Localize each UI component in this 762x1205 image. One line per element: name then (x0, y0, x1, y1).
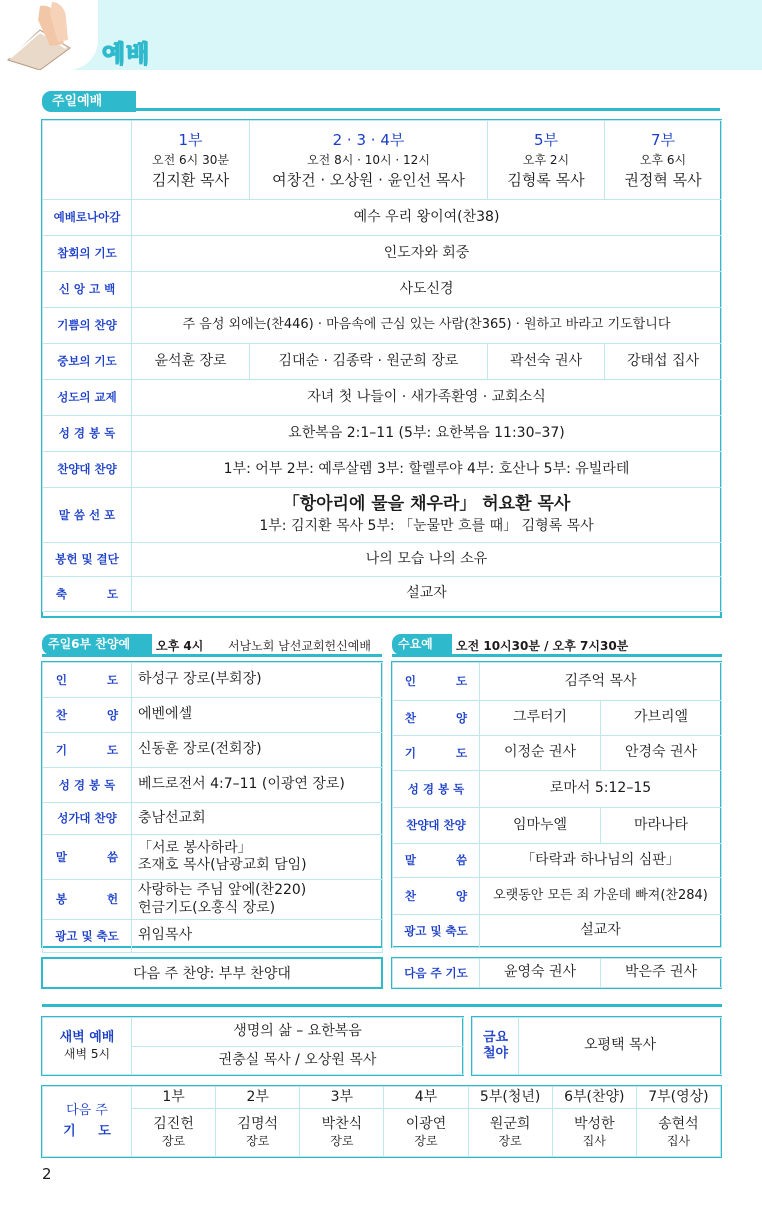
table-row: 성도의 교제 자녀 첫 나들이 · 새가족환영 · 교회소식 (43, 380, 722, 416)
sunday-times-row (43, 121, 722, 200)
table-row: 예배로나아감 예수 우리 왕이여(찬38) (43, 200, 722, 236)
table-row: 인 도 하성구 장로(부회장) (43, 663, 383, 698)
table-row: 축 도 설교자 (43, 577, 722, 612)
part-234-cell: 2 · 3 · 4부 오전 8시 · 10시 · 12시 여창건 · 오상원 · 윤인선 목사 (250, 121, 488, 200)
section-rule (136, 108, 720, 111)
section-rule (42, 654, 382, 657)
section-rule (42, 1004, 722, 1007)
table-row: 찬 양 그루터기 가브리엘 (393, 701, 722, 736)
table-row: 성 경 봉 독 베드로전서 4:7–11 (이광연 장로) (43, 768, 383, 803)
section-rule (392, 654, 722, 657)
intercession-row: 중보의 기도 윤석훈 장로 김대순 · 김종락 · 원군희 장로 곽선숙 권사 강태섭 집사 (43, 344, 722, 380)
wed-table (392, 662, 722, 948)
table-row: 찬양대 찬양 임마누엘 마라나타 (393, 808, 722, 844)
part-5-cell: 5부 오후 2시 김형록 목사 (488, 121, 605, 200)
sixth-section-label: 주일6부 찬양예배 (42, 634, 152, 655)
page-header (0, 0, 762, 70)
page-title: 예배 (102, 40, 151, 68)
table-row: 찬 양 오랫동안 모든 죄 가운데 빠져(찬284) (393, 878, 722, 915)
sixth-time: 오후 4시 (156, 639, 204, 653)
table-row: 찬양대 찬양 1부: 어부 2부: 예루살렘 3부: 할렐루야 4부: 호산나 5부: 유빌라테 (43, 452, 722, 488)
table-row: 참회의 기도 인도자와 회중 (43, 236, 722, 272)
nextprayer-table (42, 1086, 721, 1157)
table-row: 성가대 찬양 충남선교회 (43, 803, 383, 835)
sixth-next-hymn: 다음 주 찬양: 부부 찬양대 (41, 957, 383, 989)
table-row: 권충실 목사 / 오상원 목사 (43, 1046, 464, 1075)
table-row: 말 씀 「타락과 하나님의 심판」 (393, 844, 722, 878)
table-row: 말 씀 「서로 봉사하라」 조재호 목사(남광교회 담임) (43, 835, 383, 880)
friday-table (472, 1017, 722, 1075)
part-1-cell: 1부 오전 6시 30분 김지환 목사 (132, 121, 250, 200)
wed-next-table (392, 958, 722, 988)
wed-time: 오전 10시30분 / 오후 7시30분 (456, 639, 629, 653)
table-row: 기 도 이정순 권사 안경숙 권사 (393, 736, 722, 771)
table-row: 성 경 봉 독 요한복음 2:1–11 (5부: 요한복음 11:30–37) (43, 416, 722, 452)
page-number: 2 (42, 1165, 52, 1183)
blank-cell (43, 121, 132, 200)
table-row: 새벽 예배 새벽 5시 생명의 삶 – 요한복음 (43, 1018, 464, 1047)
table-row: 인 도 김주억 목사 (393, 663, 722, 701)
table-row: 김진헌 장로 김명석 장로 박찬식 장로 이광연 장로 원군희 장로 박성한 집사 송현석 집사 (43, 1109, 721, 1157)
table-row: 금요철야 오평택 목사 (473, 1018, 722, 1075)
wed-section-label: 수요예배 (392, 634, 452, 655)
sermon-title: 「항아리에 물을 채우라」 허요환 목사 (282, 494, 571, 515)
dawn-table (42, 1017, 464, 1075)
table-row: 다음 주 기 도 1부 2부 3부 4부 5부(청년) 6부(찬양) 7부(영상) (43, 1087, 721, 1109)
sixth-note: 서남노회 남선교회헌신예배 (228, 639, 371, 653)
table-row: 찬 양 에벤에셀 (43, 698, 383, 733)
table-row: 기 도 신동훈 장로(전회장) (43, 733, 383, 768)
sermon-sub: 1부: 김지환 목사 5부: 「눈물만 흐를 때」 김형록 목사 (259, 518, 594, 535)
table-row: 기쁨의 찬양 주 음성 외에는(찬446) · 마음속에 근심 있는 사람(찬365) · 원하고 바라고 기도합니다 (43, 308, 722, 344)
table-row: 성 경 봉 독 로마서 5:12–15 (393, 771, 722, 808)
table-row: 봉헌 및 결단 나의 모습 나의 소유 (43, 543, 722, 577)
table-row: 봉 헌 사랑하는 주님 앞에(찬220) 헌금기도(오홍식 장로) (43, 880, 383, 920)
table-row: 광고 및 축도 설교자 (393, 915, 722, 948)
sixth-table (42, 662, 383, 953)
sermon-row: 말 씀 선 포 「항아리에 물을 채우라」 허요환 목사 1부: 김지환 목사 5부: 「눈물만 흐를 때」 김형록 목사 (43, 488, 722, 543)
table-row: 다음 주 기도 윤영숙 권사 박은주 권사 (393, 959, 722, 988)
table-row: 신 앙 고 백 사도신경 (43, 272, 722, 308)
sunday-table (42, 120, 722, 612)
sunday-section-label: 주일예배 (42, 91, 136, 112)
part-7-cell: 7부 오후 6시 권정혁 목사 (605, 121, 722, 200)
praying-hands-image (0, 0, 98, 70)
table-row: 광고 및 축도 위임목사 (43, 920, 383, 953)
